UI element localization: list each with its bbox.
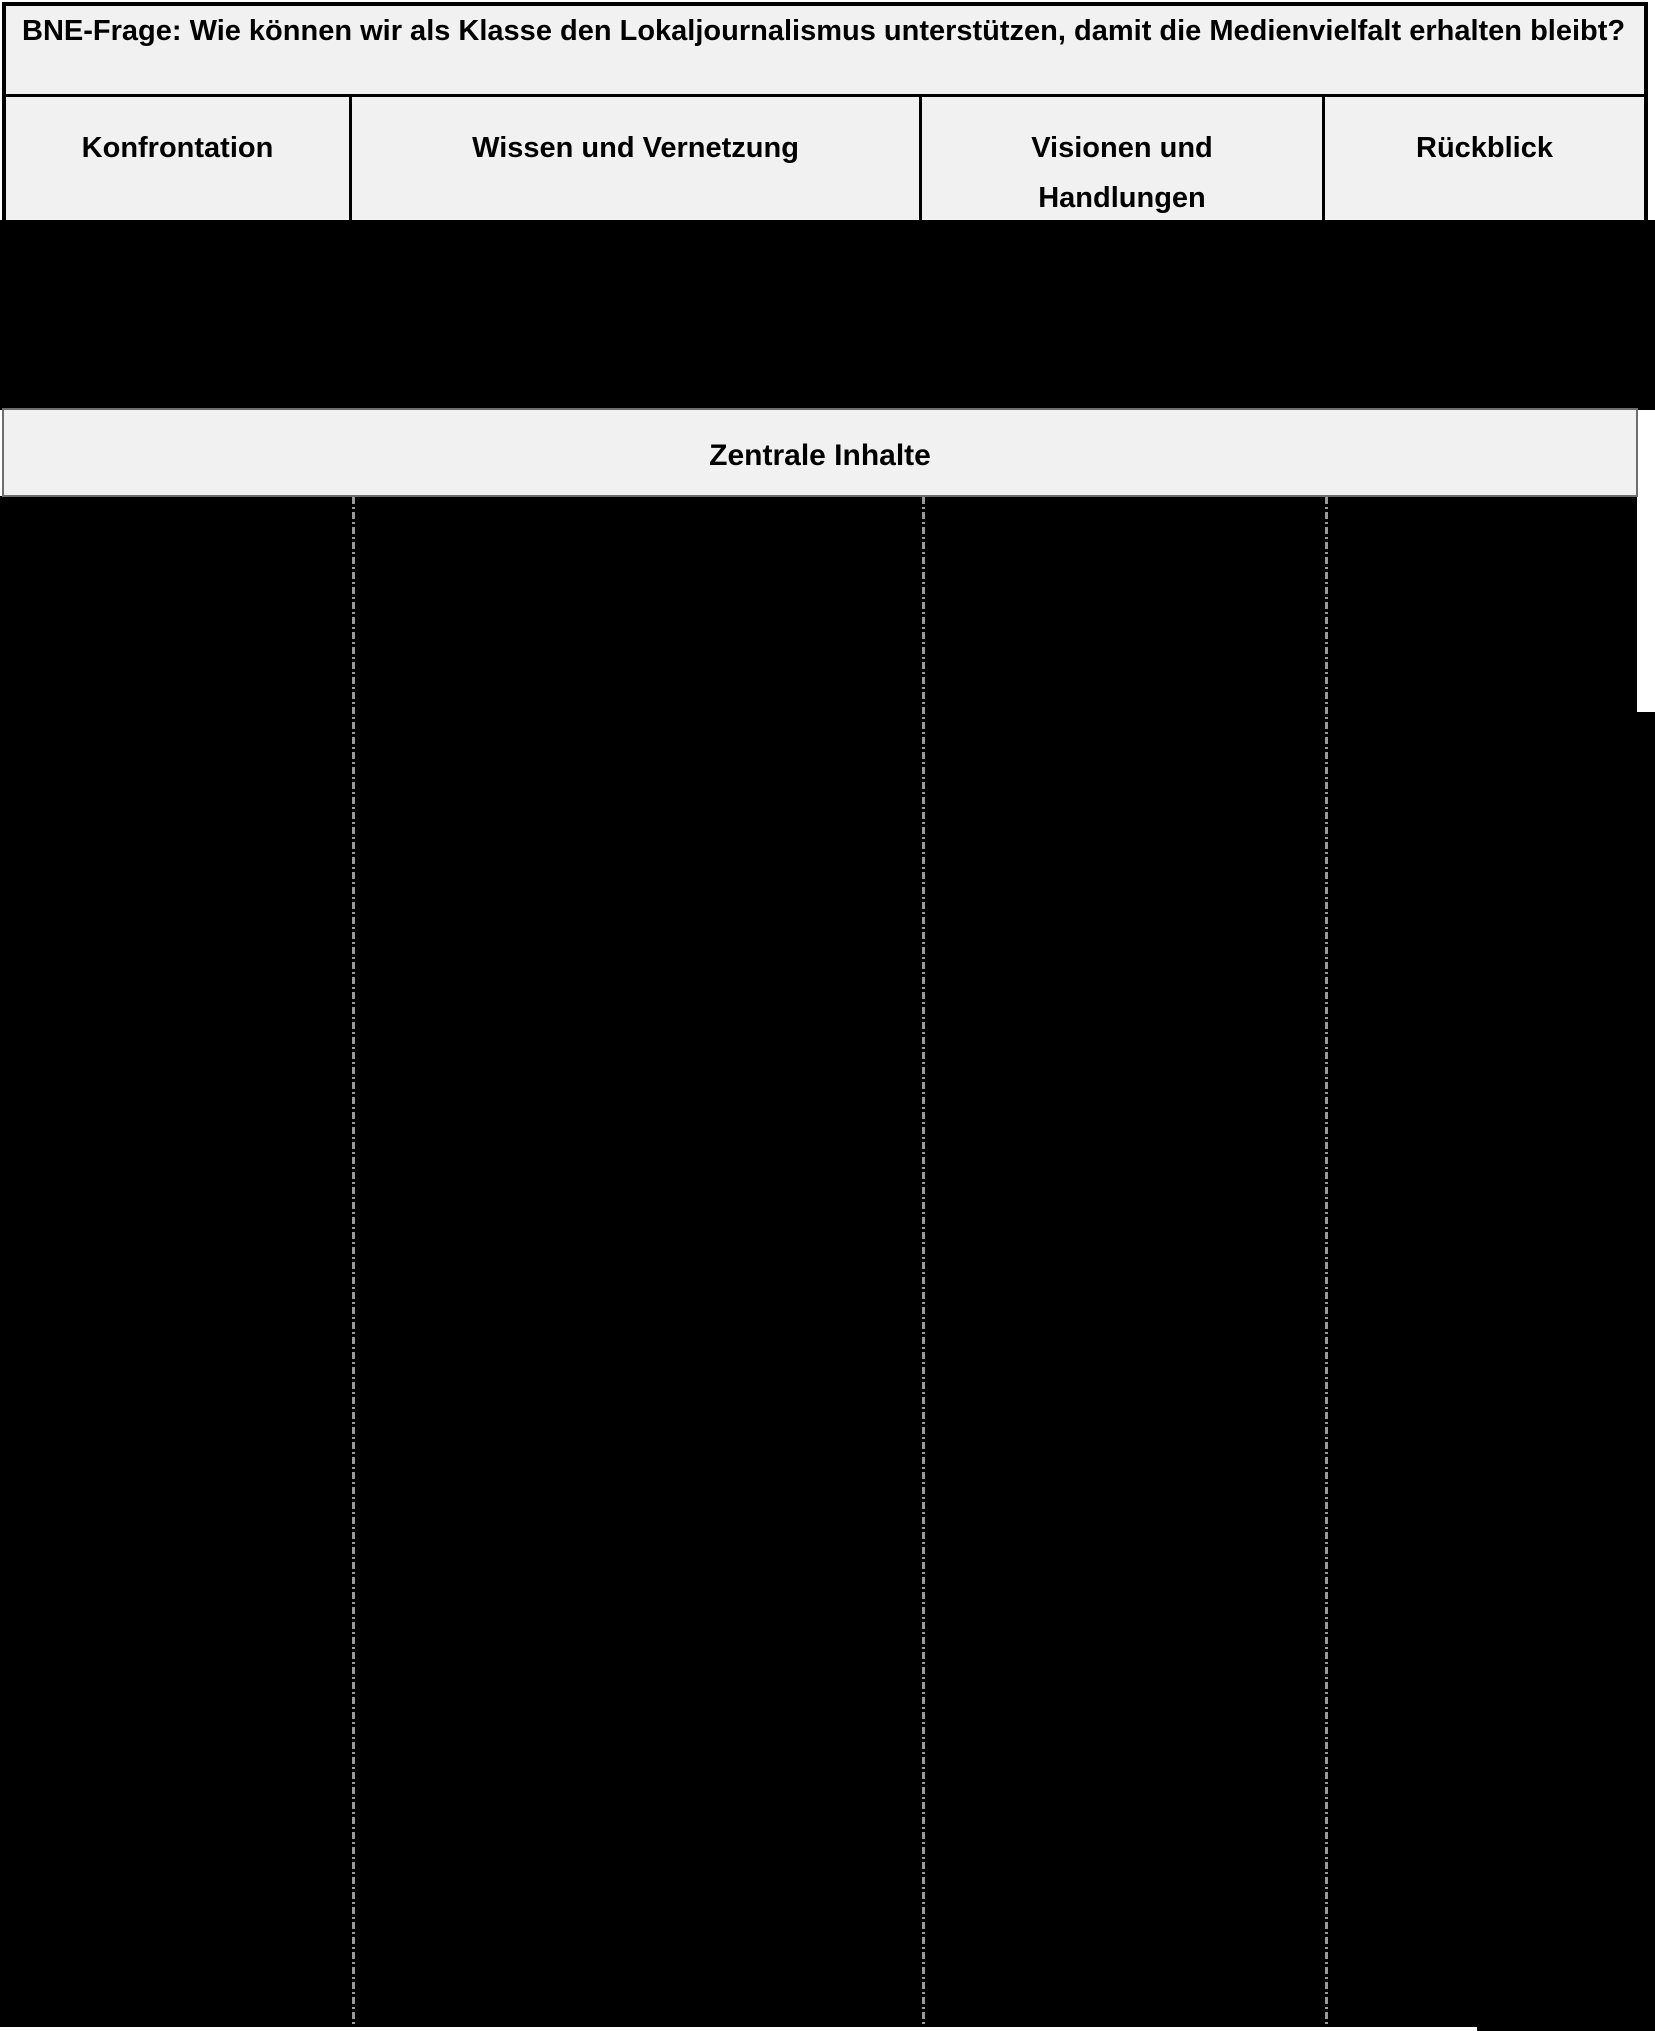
redaction-block-body-upper [0, 496, 1637, 712]
column-divider-dashed-1 [352, 497, 355, 2024]
column-header-label: Wissen und Vernetzung [472, 132, 799, 164]
column-divider-dashed-3 [1325, 497, 1328, 2024]
column-header-label: Konfrontation [81, 132, 274, 164]
column-header-rueckblick [1325, 97, 1644, 223]
column-header-label: Visionen und Handlungen [1031, 132, 1213, 214]
redaction-block-top [0, 220, 1655, 410]
column-divider-dashed-2 [922, 497, 925, 2024]
phase-header-row [6, 97, 1644, 223]
column-header-konfrontation [6, 97, 352, 223]
redaction-block-body-main [0, 712, 1655, 2027]
column-header-wissen-und-vernetzung [352, 97, 922, 223]
section-row-zentrale-inhalte [2, 408, 1638, 497]
column-header-visionen-und-handlungen [922, 97, 1325, 223]
bne-question-row [6, 6, 1644, 97]
redaction-block-bottom-right [1477, 2024, 1655, 2031]
column-header-label: Rückblick [1416, 132, 1553, 164]
bne-question-text: BNE-Frage: Wie können wir als Klasse den Lokaljournalismus unterstützen, damit die Medienvielfalt erhalten bleibt? [22, 15, 1626, 47]
section-row-label: Zentrale Inhalte [709, 439, 931, 472]
lesson-plan-table [2, 2, 1648, 227]
